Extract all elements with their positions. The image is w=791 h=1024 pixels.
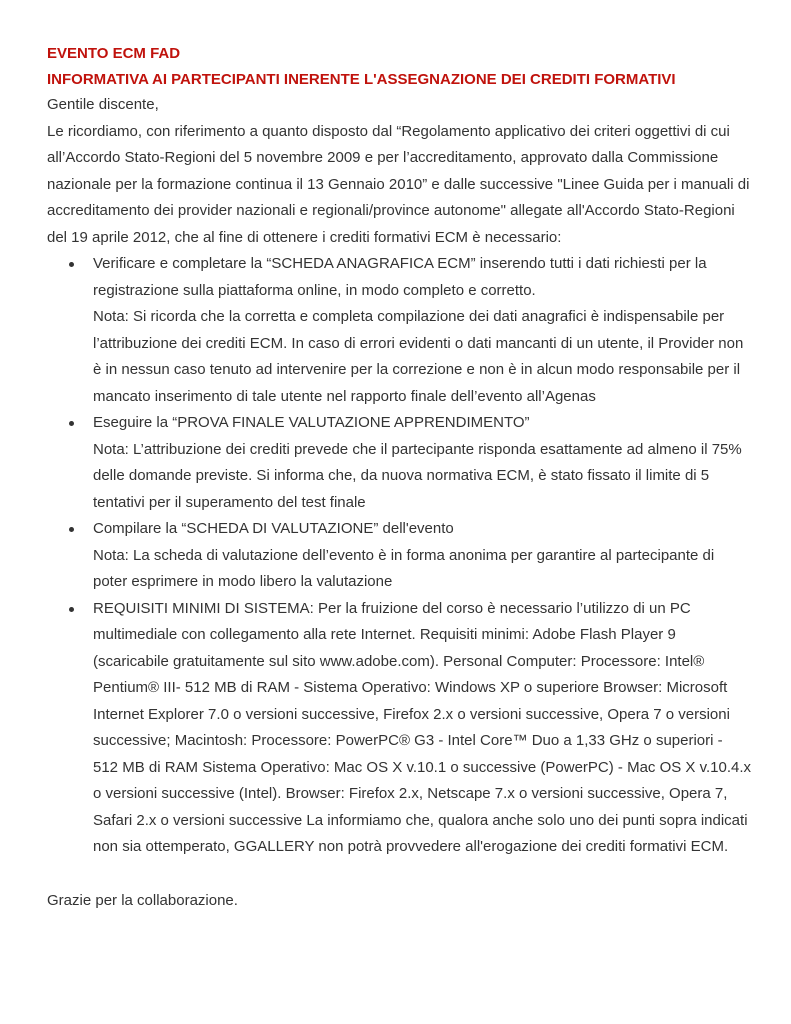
greeting: Gentile discente, bbox=[47, 96, 159, 113]
requirement-note: Nota: Si ricorda che la corretta e completa compilazione dei dati anagrafici è indispensabile per l’attribuzione dei crediti ECM. In caso di errori evidenti o dati mancanti di un utente, il Provider non è in nessun caso tenuto ad intervenire per la correzione e non è in alcun modo responsabile per il mancato inserimento di tale utente nel rapporto finale dell’evento all’Agenas bbox=[93, 308, 744, 405]
event-title: EVENTO ECM FAD bbox=[47, 45, 181, 62]
requirements-list bbox=[47, 251, 751, 861]
list-item bbox=[93, 516, 751, 596]
requirement-main: REQUISITI MINIMI DI SISTEMA: Per la fruizione del corso è necessario l’utilizzo di un PC multimediale con collegamento alla rete Internet. Requisiti minimi: Adobe Flash Player 9 (scaricabile gratuitamente sul sito www.adobe.com). Personal Computer: Processore: Intel® Pentium® III- 512 MB di RAM - Sistema Operativo: Windows XP o superiore Browser: Microsoft Internet Explorer 7.0 o versioni successive, Firefox 2.x o versioni successive, Opera 7 o versioni successive; Macintosh: Processore: PowerPC® G3 - Intel Core™ Duo a 1,33 GHz o superiori - 512 MB di RAM Sistema Operativo: Mac OS X v.10.1 o successive (PowerPC) - Mac OS X v.10.4.x o versioni successive (Intel). Browser: Firefox 2.x, Netscape 7.x o versioni successive, Opera 7, Safari 2.x o versioni successive La informiamo che, qualora anche solo uno dei punti sopra indicati non sia ottemperato, GGALLERY non potrà provvedere all'erogazione dei crediti formativi ECM. bbox=[93, 599, 752, 855]
notice-title: INFORMATIVA AI PARTECIPANTI INERENTE L'ASSEGNAZIONE DEI CREDITI FORMATIVI bbox=[47, 71, 676, 88]
closing-text: Grazie per la collaborazione. bbox=[47, 891, 238, 909]
list-item bbox=[93, 251, 751, 410]
list-item bbox=[93, 410, 751, 516]
requirement-main: Verificare e completare la “SCHEDA ANAGRAFICA ECM” inserendo tutti i dati richiesti per la registrazione sulla piattaforma online, in modo completo e corretto. bbox=[93, 255, 707, 299]
requirement-main: Eseguire la “PROVA FINALE VALUTAZIONE APPRENDIMENTO” bbox=[93, 414, 530, 431]
requirement-note: Nota: L’attribuzione dei crediti prevede che il partecipante risponda esattamente ad almeno il 75% delle domande previste. Si informa che, da nuova normativa ECM, è stato fissato il limite di 5 tentativi per il superamento del test finale bbox=[93, 440, 742, 511]
requirement-main: Compilare la “SCHEDA DI VALUTAZIONE” dell'evento bbox=[93, 520, 454, 537]
requirement-note: Nota: La scheda di valutazione dell’evento è in forma anonima per garantire al partecipante di poter esprimere in modo libero la valutazione bbox=[93, 546, 715, 590]
intro-paragraph: Le ricordiamo, con riferimento a quanto disposto dal “Regolamento applicativo dei criteri oggettivi di cui all’Accordo Stato-Regioni del 5 novembre 2009 e per l’accreditamento, approvato dalla Commissione nazionale per la formazione continua il 13 Gennaio 2010” e dalle successive "Linee Guida per i manuali di accreditamento dei provider nazionali e regionali/province autonome" allegate all'Accordo Stato-Regioni del 19 aprile 2012, che al fine di ottenere i crediti formativi ECM è necessario: bbox=[47, 122, 750, 246]
list-item bbox=[93, 596, 751, 861]
